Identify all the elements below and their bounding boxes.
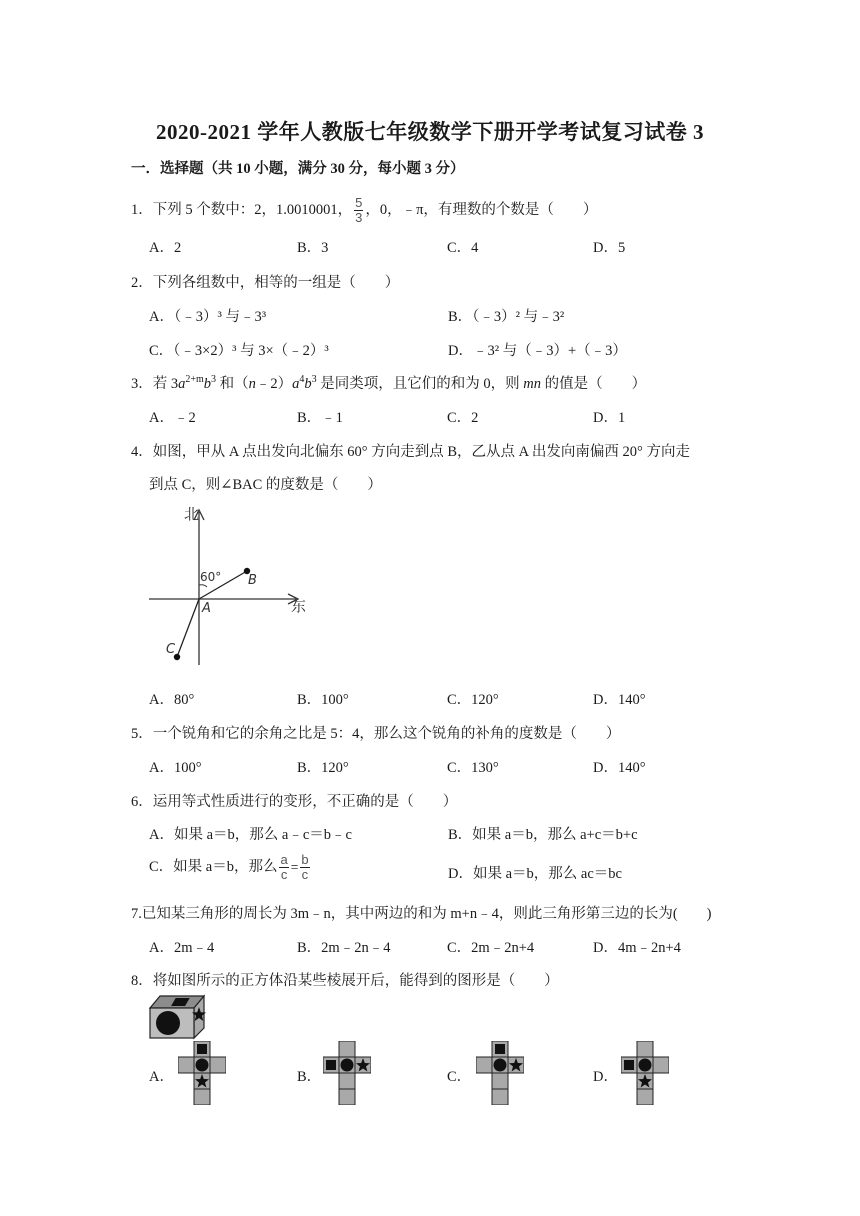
figure-angle-label: 60° <box>200 570 222 584</box>
q3-exp-2: 3 <box>211 374 217 385</box>
figure-point-b: B <box>248 573 257 588</box>
q1-frac-den: 3 <box>355 210 363 225</box>
q5-option-b: B．120° <box>297 760 349 776</box>
question-3-stem <box>131 372 646 393</box>
cube-figure <box>148 994 208 1040</box>
q4-option-a: A．80° <box>149 692 195 708</box>
q5-option-a: A．100° <box>149 760 202 776</box>
compass-figure <box>146 505 316 675</box>
q7-option-c: C．2m﹣2n+4 <box>447 940 535 956</box>
q6-equals: = <box>290 858 299 874</box>
figure-north-label: 北 <box>184 505 200 523</box>
q3-exp-3: 4 <box>299 374 305 385</box>
q8-net-d <box>621 1041 669 1105</box>
q6-frac2-num: b <box>301 852 309 867</box>
q2-option-c: C．（﹣3×2）³ 与 3×（﹣2）³ <box>149 343 329 359</box>
question-4-line-1: 4．如图，甲从 A 点出发向北偏东 60° 方向走到点 B，乙从点 A 出发向南偏西 20° 方向走 <box>131 444 690 460</box>
q8-net-c <box>476 1041 524 1105</box>
q1-stem-before: 1．下列 5 个数中：2，1.0010001， <box>131 201 353 218</box>
q3-exp-1: 2+m <box>185 374 204 385</box>
q6-frac1-num: a <box>280 852 288 867</box>
q7-option-d: D．4m﹣2n+4 <box>593 940 681 956</box>
q3-var-a-2: a <box>292 376 300 392</box>
q6-frac-a-over-c <box>279 853 288 882</box>
q6-option-a: A．如果 a＝b，那么 a﹣c＝b﹣c <box>149 827 352 843</box>
question-1-stem <box>131 196 597 225</box>
q3-var-b-2: b <box>304 376 312 392</box>
q6-option-c-text: C．如果 a＝b，那么 <box>149 858 278 875</box>
q3-var-b: b <box>203 376 212 392</box>
q5-option-c: C．130° <box>447 760 499 776</box>
question-7-stem: 7.已知某三角形的周长为 3m﹣n，其中两边的和为 m+n﹣4，则此三角形第三边的长为( ) <box>131 906 712 922</box>
question-6-stem: 6．运用等式性质进行的变形，不正确的是（ ） <box>131 794 458 810</box>
q1-option-c: C．4 <box>447 240 479 256</box>
q3-var-a: a <box>178 376 186 392</box>
q3-text-e: 的值是（ ） <box>541 376 647 392</box>
q3-text-c: ﹣2） <box>255 376 293 392</box>
q3-text-a: 3．若 3 <box>131 376 179 392</box>
page-title: 2020-2021 学年人教版七年级数学下册开学考试复习试卷 3 <box>156 120 704 144</box>
q4-option-d: D．140° <box>593 692 646 708</box>
q3-option-b: B．﹣1 <box>297 410 343 426</box>
q8-net-a <box>178 1041 226 1105</box>
q3-text-b: 和（ <box>216 376 249 392</box>
q1-frac-num: 5 <box>355 195 363 210</box>
q3-text-d: 是同类项，且它们的和为 0，则 <box>316 376 524 392</box>
figure-east-label: 东 <box>291 597 307 615</box>
q1-option-b: B．3 <box>297 240 329 256</box>
q3-option-c: C．2 <box>447 410 479 426</box>
q1-option-a: A．2 <box>149 240 182 256</box>
q7-option-a: A．2m﹣4 <box>149 940 215 956</box>
q8-option-b-label: B． <box>297 1069 322 1085</box>
q6-frac1-den: c <box>280 867 288 882</box>
q6-frac2-den: c <box>301 867 309 882</box>
q6-frac-b-over-c <box>300 853 309 882</box>
q6-option-b: B．如果 a＝b，那么 a+c＝b+c <box>448 827 638 843</box>
q4-option-b: B．100° <box>297 692 349 708</box>
q1-stem-after: ，0，﹣π，有理数的个数是（ ） <box>365 201 598 218</box>
q1-fraction <box>354 196 363 225</box>
figure-point-a: A <box>202 601 211 616</box>
q2-option-a: A．（﹣3）³ 与﹣3³ <box>149 309 267 325</box>
q1-option-d: D．5 <box>593 240 626 256</box>
q5-option-d: D．140° <box>593 760 646 776</box>
q2-option-d: D．﹣3² 与（﹣3）+（﹣3） <box>448 343 627 359</box>
question-2-stem: 2．下列各组数中，相等的一组是（ ） <box>131 275 400 291</box>
q8-net-b <box>323 1041 371 1105</box>
q8-option-a-label: A． <box>149 1069 174 1085</box>
q3-exp-4: 3 <box>311 374 317 385</box>
q8-option-c-label: C． <box>447 1069 472 1085</box>
figure-point-c: C <box>166 642 176 657</box>
q3-option-a: A．﹣2 <box>149 410 196 426</box>
q2-option-b: B．（﹣3）² 与﹣3² <box>448 309 565 325</box>
question-5-stem: 5．一个锐角和它的余角之比是 5：4，那么这个锐角的补角的度数是（ ） <box>131 726 621 742</box>
section-heading: 一．选择题（共 10 小题，满分 30 分，每小题 3 分） <box>131 161 465 177</box>
q4-option-c: C．120° <box>447 692 499 708</box>
q7-option-b: B．2m﹣2n﹣4 <box>297 940 391 956</box>
q6-option-d: D．如果 a＝b，那么 ac＝bc <box>448 866 622 882</box>
q3-var-mn: mn <box>523 376 542 392</box>
question-4-line-2: 到点 C，则∠BAC 的度数是（ ） <box>149 477 382 493</box>
q3-option-d: D．1 <box>593 410 626 426</box>
q3-var-n: n <box>248 376 256 392</box>
q8-option-d-label: D． <box>593 1069 618 1085</box>
q6-option-c <box>149 853 312 882</box>
question-8-stem: 8．将如图所示的正方体沿某些棱展开后，能得到的图形是（ ） <box>131 973 559 989</box>
